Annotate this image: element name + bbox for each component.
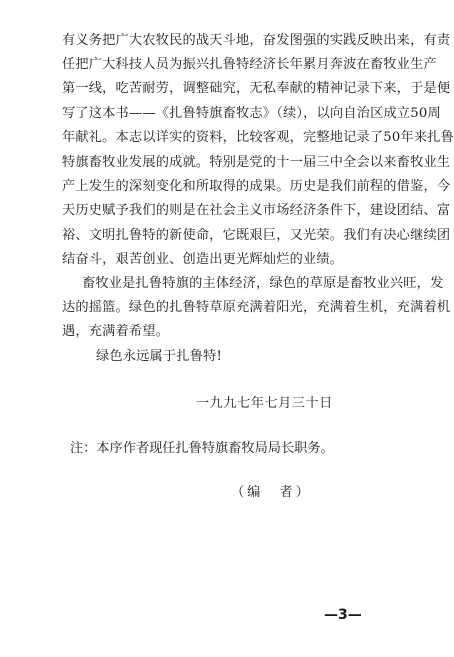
text-line: 产上发生的深刻变化和所取得的成果。历史是我们前程的借鉴，今 <box>62 179 451 194</box>
text-line: 天历史赋予我们的则是在社会主义市场经济条件下，建设团结、富 <box>62 203 451 218</box>
text-line: 特旗畜牧业发展的成就。特别是党的十一届三中全会以来畜牧业生 <box>62 155 451 170</box>
text-line: 有义务把广大农牧民的战天斗地，奋发图强的实践反映出来，有责 <box>62 33 451 48</box>
text-line: 达的摇篮。绿色的扎鲁特草原充满着阳光，充满着生机，充满着机 <box>62 300 451 315</box>
text-line: 任把广大科技人员为振兴扎鲁特经济长年累月奔波在畜牧业生产 <box>62 57 437 72</box>
closing-line: 绿色永远属于扎鲁特! <box>96 349 222 364</box>
text-line: 遇，充满着希望。 <box>62 324 170 339</box>
date-line: 一九九七年七月三十日 <box>196 396 333 411</box>
signature: （编 者） <box>231 485 312 500</box>
text-line: 年献礼。本志以详实的资料，比较客观，完整地记录了50年来扎鲁 <box>62 130 454 145</box>
text-line: 结奋斗，艰苦创业、创造出更光辉灿烂的业绩。 <box>62 252 344 267</box>
text-line: 裕、文明扎鲁特的新使命，它既艰巨，又光荣。我们有决心继续团 <box>62 228 451 243</box>
page-number: —3— <box>324 607 362 623</box>
text-line: 畜牧业是扎鲁特旗的主体经济，绿色的草原是畜牧业兴旺，发 <box>82 276 444 291</box>
author-note: 注：本序作者现任扎鲁特旗畜牧局局长职务。 <box>70 441 334 456</box>
text-line: 第一线，吃苦耐劳，调整础究，无私奉献的精神记录下来，于是便 <box>62 81 451 96</box>
text-line: 写了这本书——《扎鲁特旗畜牧志》（续），以向自治区成立50周 <box>62 106 441 121</box>
